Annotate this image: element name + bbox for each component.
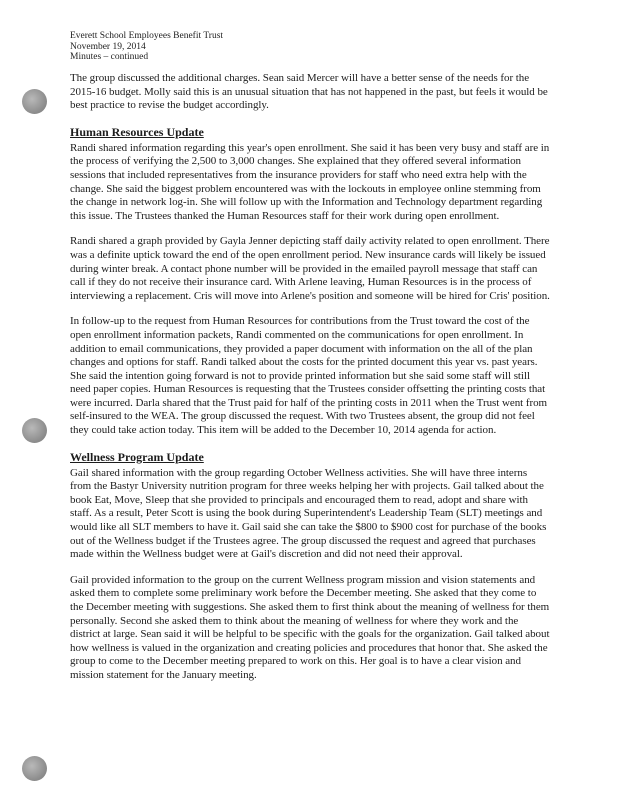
binder-hole	[22, 89, 47, 114]
paragraph: Randi shared a graph provided by Gayla Jenner depicting staff daily activity related to open enrollment. There was a definite uptick toward the end of the open enrollment period. New insurance cards will likely be issued during winter break. A contact phone number will be provided in the emailed payroll message that staff can call if they do not receive their insurance card. With Arlene leaving, Human Resources is in the process of interviewing a replacement. Cris will move into Arlene's position and someone will be hired for Cris' position.	[70, 235, 550, 302]
page-header	[70, 31, 223, 63]
header-subtitle: Minutes – continued	[70, 52, 149, 62]
paragraph: In follow-up to the request from Human Resources for contributions from the Trust toward the cost of the open enrollment information packets, Randi commented on the communications for open enrollment. In addition to email communications, they provided a paper document with information on the all of the plan changes and options for staff. Randi talked about the costs for the printed document this year vs. past years. She said the intention going forward is not to provide printed information but she said some staff will still need paper copies. Human Resources is requesting that the Trustees consider offsetting the printing costs that were incurred. Darla shared that the Trust paid for half of the printing costs in 2011 when the Trust went from self-insured to the WEA. The group discussed the request. With two Trustees absent, the group did not feel they could take action today. This item will be added to the December 10, 2014 agenda for action.	[70, 315, 548, 437]
paragraph: Gail shared information with the group regarding October Wellness activities. She will have three interns from the Bastyr University nutrition program for three weeks helping her with projects. Gail talked about the book Eat, Move, Sleep that she provided to principals and encouraged them to read, adopt and share with staff. As a result, Peter Scott is using the book during Superintendent's Leadership Team (SLT) meetings and would like all SLT members to have it. Gail said she can take the $800 to $900 cost for purchase of the books out of the Wellness budget if the Trustees agree. The group discussed the request and agreed that purchases made within the Wellness budget were at Gail's discretion and did not need their approval.	[70, 466, 547, 561]
header-date: November 19, 2014	[70, 41, 146, 52]
binder-hole	[22, 756, 47, 781]
section-heading-hr: Human Resources Update	[70, 124, 204, 139]
header-org: Everett School Employees Benefit Trust	[70, 31, 224, 41]
document-body	[70, 72, 550, 695]
paragraph: The group discussed the additional charges. Sean said Mercer will have a better sense of the needs for the 2015-16 budget. Molly said this is an unusual situation that has not happened in the past, but feels it would be best practice to revise the budget accordingly.	[70, 72, 548, 112]
binder-hole	[22, 418, 47, 443]
section-heading-wellness: Wellness Program Update	[70, 449, 204, 464]
paragraph: Randi shared information regarding this year's open enrollment. She said it has been very busy and staff are in the process of verifying the 2,500 to 3,000 changes. She explained that they offered several information sessions that included representatives from the insurance providers for staff who need extra help with the change. She said the biggest problem encountered was with the lockouts in employee online stemming from the change in network log-in. She will follow up with the Information and Technology department regarding this issue. The Trustees thanked the Human Resources staff for their work during open enrollment.	[70, 141, 550, 222]
paragraph: Gail provided information to the group on the current Wellness program mission and vision statements and asked them to complete some preliminary work before the December meeting. She asked that they come to the December meeting with suggestions. She asked them to first think about the meaning of wellness for them personally. Second she asked them to think about the meaning of wellness for where they work and the district at large. Sean said it will be helpful to be specific with the goals for the organization. Gail talked about how wellness is valued in the organization and creating policies and procedures that honor that. She asked the group to come to the December meeting prepared to work on this. Her goal is to have a clear vision and mission statement for the January meeting.	[70, 573, 550, 681]
